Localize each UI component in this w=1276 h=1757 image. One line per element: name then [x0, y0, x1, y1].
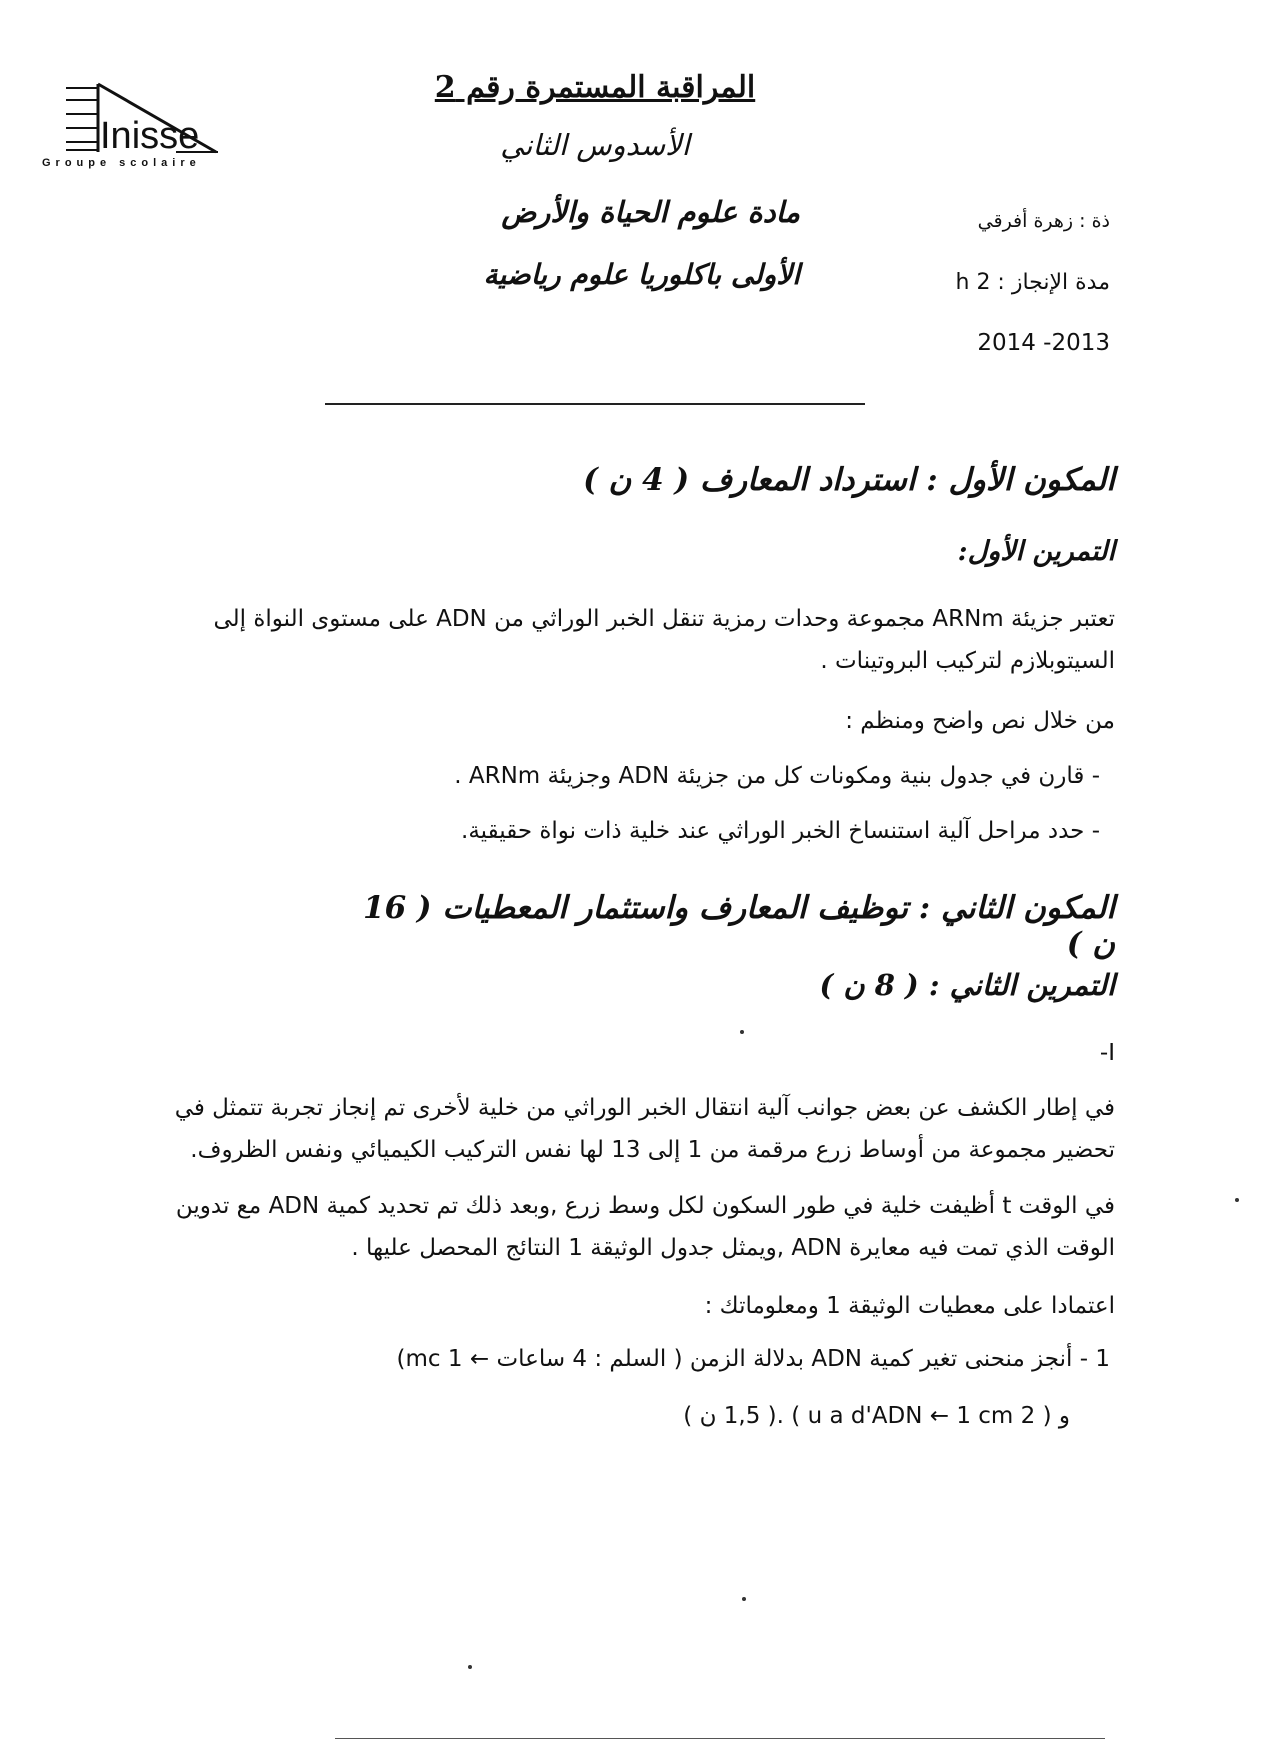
teacher-name: ذة : زهرة أفرقي [977, 210, 1110, 232]
school-logo [36, 80, 266, 192]
exercise2-paragraph: في الوقت t أظيفت خلية في طور السكون لكل وسط زرع ,وبعد ذلك تم تحديد كمية ADN مع تدوين الوقت الذي تمت فيه معايرة ADN ,ويمثل جدول الوثيقة 1 النتائج المحصل عليها . [175, 1193, 1115, 1261]
duration-label: مدة الإنجاز : 2 h [955, 270, 1110, 295]
header-divider [325, 403, 865, 405]
question1-line1: 1 - أنجز منحنى تغير كمية ADN بدلالة الزمن ( السلم : 4 ساعات ← 1 mc) [396, 1346, 1110, 1372]
exercise2-instruction: اعتمادا على معطيات الوثيقة 1 ومعلوماتك : [704, 1293, 1115, 1319]
exercise1-task: - حدد مراحل آلية استنساخ الخبر الوراثي عند خلية ذات نواة حقيقية. [461, 818, 1100, 844]
logo-tagline-text: Groupe scolaire [42, 157, 201, 169]
scan-speck [468, 1665, 472, 1669]
scan-speck [1235, 1198, 1239, 1202]
level-label: الأولى باكلوريا علوم رياضية [483, 258, 800, 291]
logo-brand-text: Inisse [100, 115, 200, 157]
question1-line2: و ( 2 u a d'ADN ← 1 cm ) .( 1,5 ن ) [683, 1403, 1070, 1429]
scan-speck [742, 1597, 746, 1601]
exercise1-title: التمرين الأول: [957, 536, 1115, 567]
exercise1-paragraph: تعتبر جزيئة ARNm مجموعة وحدات رمزية تنقل الخبر الوراثي من ADN على مستوى النواة إلى السيتوبلازم لتركيب البروتينات . [213, 606, 1115, 674]
section1-heading: المكون الأول : استرداد المعارف ( 4 ن ) [583, 462, 1115, 498]
school-year: 2014 -2013 [977, 330, 1110, 356]
triangle-logo-icon [36, 80, 266, 192]
exercise2-title: التمرين الثاني : ( 8 ن ) [819, 968, 1115, 1002]
section2-heading: المكون الثاني : توظيف المعارف واستثمار المعطيات ( 16 ن ) [363, 890, 1115, 962]
subject-label: مادة علوم الحياة والأرض [501, 195, 800, 229]
exercise1-task: - قارن في جدول بنية ومكونات كل من جزيئة ADN وجزيئة ARNm . [454, 763, 1100, 789]
exercise2-paragraph: في إطار الكشف عن بعض جوانب آلية انتقال الخبر الوراثي من خلية لأخرى تم إنجاز تجربة تتمثل في تحضير مجموعة من أوساط زرع مرقمة من 1 إلى 13 لها نفس التركيب الكيميائي ونفس الظروف. [174, 1095, 1115, 1163]
part-number: -I [1099, 1040, 1115, 1066]
scan-speck [740, 1030, 744, 1034]
semester-label: الأسدوس الثاني [500, 128, 690, 162]
exercise1-instruction: من خلال نص واضح ومنظم : [845, 708, 1115, 734]
exam-title: المراقبة المستمرة رقم 2 [434, 70, 756, 105]
page-bottom-edge [335, 1738, 1105, 1739]
